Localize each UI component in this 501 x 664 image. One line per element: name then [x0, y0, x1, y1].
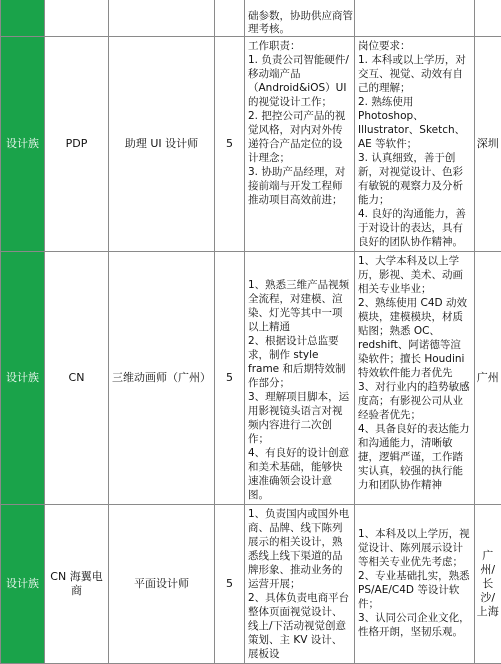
cell-requirements[interactable]	[355, 37, 475, 252]
cell-requirements[interactable]	[355, 252, 475, 505]
duty-line: 理考核。	[248, 23, 290, 35]
cell-job-title[interactable]: 助理 UI 设计师	[109, 37, 215, 252]
duty-line: 2. 把控公司产品的视觉风格，对内对外传递符合产品定位的设计理念；	[248, 110, 346, 164]
cell-empty[interactable]	[215, 0, 245, 37]
cell-brand[interactable]: PDP	[45, 37, 109, 252]
requirement-line: 3、对行业内的趋势敏感度高；有影视公司从业经验者优先；	[358, 381, 470, 421]
cell-requirements[interactable]	[355, 505, 475, 664]
requirement-line: 2. 熟练使用 Photoshop、Illustrator、Sketch、AE 等软件；	[358, 96, 466, 150]
cell-brand[interactable]: CN	[45, 252, 109, 505]
duty-line: 1、负责国内或国外电商、品牌、线下陈列展示的相关设计，熟悉线上线下渠道的品牌形象、推动业务的运营开展；	[248, 508, 350, 590]
cell-dept-prev[interactable]	[1, 0, 45, 37]
table-row-previous	[1, 0, 501, 37]
duty-line: 3、理解项目脚本，运用影视镜头语言对视频内容进行二次创作；	[248, 391, 350, 445]
cell-headcount[interactable]: 5	[215, 37, 245, 252]
duty-line: 础参数，协助供应商管	[248, 10, 353, 22]
requirement-line: 3. 认真细致，善于创新，对视觉设计、色彩有敏锐的观察力及分析能力；	[358, 152, 463, 206]
requirement-line: 3、认同公司企业文化，性格开朗，坚韧乐观。	[358, 612, 470, 638]
requirement-line: 1、本科及以上学历，视觉设计、陈列展示设计等相关专业优先考虑；	[358, 528, 470, 568]
duty-line: 4、有良好的设计创意和美术基础，能够快速准确领会设计意图。	[248, 447, 350, 501]
requirement-line: 4、具备良好的表达能力和沟通能力，清晰敏捷，逻辑严谨，工作踏实认真，较强的执行能力和团队协作精神	[358, 423, 470, 491]
cell-duties[interactable]	[245, 505, 355, 664]
cell-duty-prev[interactable]	[245, 0, 355, 37]
cell-brand[interactable]: CN 海翼电商	[45, 505, 109, 664]
requirement-line: 2、熟练使用 C4D 动效模块，建模模块，材质贴图；熟悉 OC、redshift、阿诺德等渲染软件；擅长 Houdini 特效软件能力者优先	[358, 297, 467, 379]
requirement-line: 4. 良好的沟通能力，善于对设计的表达，具有良好的团队协作精神。	[358, 208, 466, 248]
cell-duties[interactable]	[245, 252, 355, 505]
cell-empty[interactable]	[109, 0, 215, 37]
requirement-line: 1、大学本科及以上学历，影视、美术、动画相关专业毕业；	[358, 255, 463, 295]
duty-line: 1、熟悉三维产品视频全流程，对建模、渲染、灯光等其中一项以上精通	[248, 279, 350, 333]
cell-empty[interactable]	[355, 0, 475, 37]
cell-empty[interactable]	[45, 0, 109, 37]
cell-location[interactable]: 广州/长沙/上海	[475, 505, 501, 664]
cell-location[interactable]: 广州	[475, 252, 501, 505]
table-row	[1, 37, 501, 252]
cell-location[interactable]: 深圳	[475, 37, 501, 252]
cell-department[interactable]: 设计族	[1, 252, 45, 505]
requirement-line: 1. 本科或以上学历，对交互、视觉、动效有自己的理解；	[358, 54, 466, 94]
cell-job-title[interactable]: 平面设计师	[109, 505, 215, 664]
cell-duties[interactable]	[245, 37, 355, 252]
table-row	[1, 505, 501, 664]
duty-line: 2、根据设计总监要求，制作 style frame 和后期特效制作部分；	[248, 335, 346, 389]
cell-job-title[interactable]: 三维动画师（广州）	[109, 252, 215, 505]
duty-line: 3. 协助产品经理，对接前端与开发工程师推动项目高效前进；	[248, 166, 346, 206]
cell-headcount[interactable]: 5	[215, 505, 245, 664]
requirement-line: 岗位要求：	[358, 40, 411, 52]
requirement-line: 2、专业基础扎实，熟悉 PS/AE/C4D 等设计软件；	[358, 570, 470, 610]
cell-empty[interactable]	[475, 0, 501, 37]
cell-department[interactable]: 设计族	[1, 505, 45, 664]
duty-line: 2、具体负责电商平台整体页面视觉设计、线上/下活动视觉创意策划、主 KV 设计、展板设	[248, 592, 350, 660]
table-row	[1, 252, 501, 505]
cell-department[interactable]: 设计族	[1, 37, 45, 252]
duty-line: 工作职责：	[248, 40, 301, 52]
cell-headcount[interactable]: 5	[215, 252, 245, 505]
duty-line: 1. 负责公司智能硬件/移动端产品（Android&iOS）UI 的视觉设计工作；	[248, 54, 349, 108]
